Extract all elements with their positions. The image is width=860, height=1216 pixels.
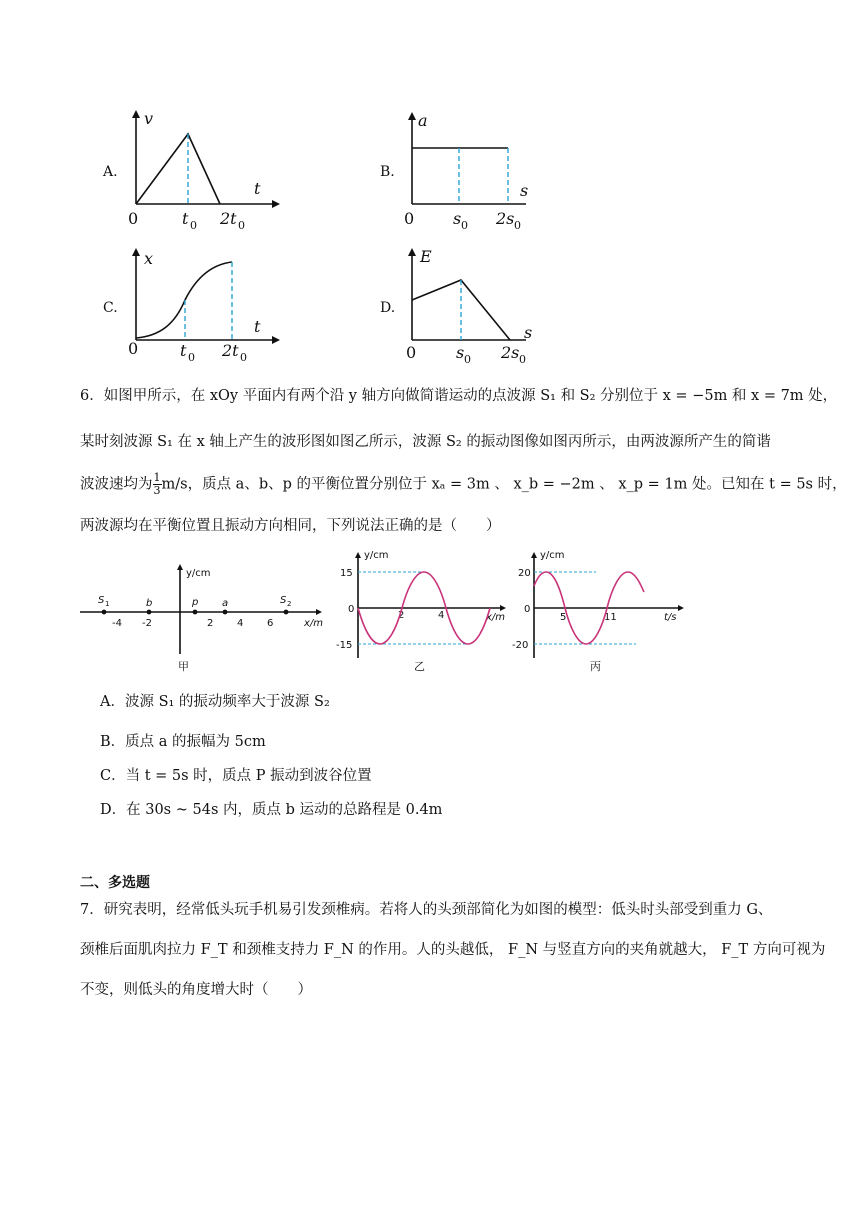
x-axis-label: x/m xyxy=(304,618,324,629)
fraction-denominator: 3 xyxy=(153,484,161,497)
s1-point xyxy=(102,610,107,615)
position-curve xyxy=(136,262,232,338)
s2-point xyxy=(284,610,289,615)
s1-subscript: 1 xyxy=(105,600,110,608)
2t0-subscript: 0 xyxy=(240,351,247,364)
y-axis-label: y/cm xyxy=(364,550,389,561)
s0-label: s xyxy=(453,209,462,228)
x-axis-label: x/m xyxy=(486,612,506,623)
s0-subscript: 0 xyxy=(464,353,471,366)
figure-bing-vibration xyxy=(510,546,686,676)
option-a-label: A. xyxy=(103,164,118,180)
q7-line3: 不变，则低头的角度增大时（ ） xyxy=(80,982,312,998)
y-min-label: -15 xyxy=(336,640,353,651)
2t0-label: 2t xyxy=(220,209,237,228)
2s0-subscript: 0 xyxy=(519,353,526,366)
x-arrow-icon xyxy=(272,336,280,344)
v-axis-label: v xyxy=(144,109,154,128)
velocity-line xyxy=(136,134,220,204)
fraction-numerator: 1 xyxy=(153,471,161,484)
figure-jia-source-positions xyxy=(76,556,326,676)
x-arrow-icon xyxy=(500,605,506,611)
2t0-label: 2t xyxy=(222,341,239,360)
2t0-subscript: 0 xyxy=(238,219,245,230)
tick-label: 2 xyxy=(207,618,214,629)
q6-line3 xyxy=(80,472,847,497)
tick-label: 4 xyxy=(438,610,445,621)
tick-label: 6 xyxy=(267,618,274,629)
q6-line1: 6．如图甲所示，在 xOy 平面内有两个沿 y 轴方向做简谐运动的点波源 S₁ 和 S₂ 分别位于 x = −5m 和 x = 7m 处， xyxy=(80,388,838,404)
2s0-label: 2s xyxy=(501,343,520,362)
y-max-label: 15 xyxy=(340,568,353,579)
t-axis-label: t xyxy=(254,317,261,336)
t0-label: t xyxy=(180,341,187,360)
origin-label: 0 xyxy=(524,604,531,615)
tick-label: -4 xyxy=(112,618,122,629)
s2-label: S xyxy=(280,595,287,606)
t-axis-label: t xyxy=(254,179,261,198)
y-axis-label: y/cm xyxy=(186,568,211,579)
q6-option-a: A．波源 S₁ 的振动频率大于波源 S₂ xyxy=(100,694,330,710)
s0-label: s xyxy=(456,343,465,362)
speed-fraction xyxy=(153,472,162,497)
option-b-label: B. xyxy=(380,164,395,180)
y-arrow-icon xyxy=(408,112,416,120)
figure-caption: 丙 xyxy=(590,660,601,673)
y-arrow-icon xyxy=(132,110,140,118)
x-arrow-icon xyxy=(272,200,280,208)
t0-subscript: 0 xyxy=(190,219,197,230)
s0-subscript: 0 xyxy=(461,219,468,230)
x-arrow-icon xyxy=(316,609,322,615)
q6-line2: 某时刻波源 S₁ 在 x 轴上产生的波形图如图乙所示，波源 S₂ 的振动图像如图丙所示，由两波源所产生的简谐 xyxy=(80,434,771,450)
s-axis-label: s xyxy=(524,323,533,342)
x-axis-label: t/s xyxy=(664,612,677,623)
q6-line3-post: m/s，质点 a、b、p 的平衡位置分别位于 xₐ = 3m 、 x_b = −2m 、 x_p = 1m 处。已知在 t = 5s 时， xyxy=(161,476,847,493)
y-arrow-icon xyxy=(177,564,183,570)
figure-caption: 乙 xyxy=(414,660,425,673)
tick-label: 2 xyxy=(398,610,405,621)
graph-b-acceleration-distance xyxy=(396,108,536,230)
q6-option-b: B．质点 a 的振幅为 5cm xyxy=(100,734,266,750)
y-max-label: 20 xyxy=(518,568,531,579)
q7-line2: 颈椎后面肌肉拉力 F_T 和颈椎支持力 F_N 的作用。人的头越低， F_N 与竖直方向的夹角就越大， F_T 方向可视为 xyxy=(80,942,826,958)
tick-label: 5 xyxy=(560,612,567,623)
E-axis-label: E xyxy=(420,247,432,266)
origin-label: 0 xyxy=(404,209,415,228)
y-arrow-icon xyxy=(531,552,537,558)
a-axis-label: a xyxy=(418,111,428,130)
y-arrow-icon xyxy=(355,552,361,558)
y-arrow-icon xyxy=(408,248,416,256)
y-arrow-icon xyxy=(132,248,140,256)
x-arrow-icon xyxy=(678,605,684,611)
b-point xyxy=(147,610,152,615)
t0-subscript: 0 xyxy=(188,351,195,364)
origin-label: 0 xyxy=(348,604,355,615)
option-c-label: C. xyxy=(103,300,118,316)
a-label: a xyxy=(222,598,229,609)
q6-option-d: D．在 30s ~ 54s 内，质点 b 运动的总路程是 0.4m xyxy=(100,802,443,818)
q7-line1: 7．研究表明，经常低头玩手机易引发颈椎病。若将人的头颈部简化为如图的模型：低头时头部受到重力 G、 xyxy=(80,902,773,918)
graph-d-energy-distance xyxy=(396,244,536,366)
t0-label: t xyxy=(182,209,189,228)
tick-label: 4 xyxy=(237,618,244,629)
p-label: p xyxy=(192,597,199,608)
x-axis-label: x xyxy=(144,249,154,268)
s-axis-label: s xyxy=(520,181,529,200)
q6-option-c: C．当 t = 5s 时，质点 P 振动到波谷位置 xyxy=(100,768,372,784)
figure-yi-waveform xyxy=(334,546,506,676)
p-point xyxy=(193,610,198,615)
origin-label: 0 xyxy=(128,339,139,358)
origin-label: 0 xyxy=(128,209,139,228)
q6-line3-pre: 波波速均为 xyxy=(80,476,153,493)
section-title: 二、多选题 xyxy=(80,875,150,891)
tick-label: 11 xyxy=(604,612,617,623)
graph-a-velocity-time xyxy=(120,108,280,230)
a-point xyxy=(223,610,228,615)
s1-label: S xyxy=(98,595,105,606)
s2-subscript: 2 xyxy=(287,600,292,608)
origin-label: 0 xyxy=(406,343,417,362)
graph-c-position-time xyxy=(120,244,280,366)
2s0-label: 2s xyxy=(496,209,515,228)
b-label: b xyxy=(146,598,153,609)
option-d-label: D. xyxy=(380,300,396,316)
figure-caption: 甲 xyxy=(178,660,189,673)
2s0-subscript: 0 xyxy=(514,219,521,230)
tick-label: -2 xyxy=(142,618,152,629)
y-min-label: -20 xyxy=(512,640,529,651)
q6-line4: 两波源均在平衡位置且振动方向相同，下列说法正确的是（ ） xyxy=(80,518,501,534)
y-axis-label: y/cm xyxy=(540,550,565,561)
